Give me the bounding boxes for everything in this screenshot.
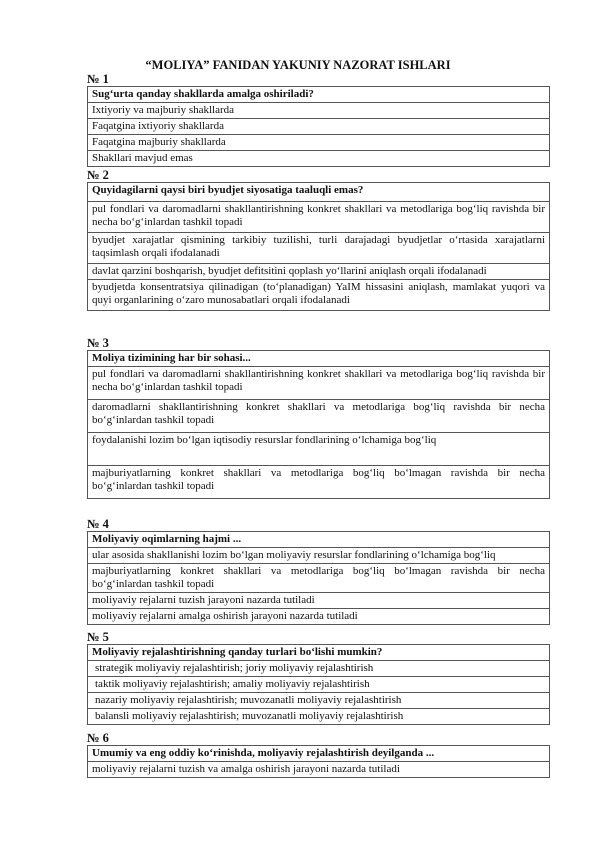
question-number: № 5 xyxy=(87,630,109,644)
answer-option: moliyaviy rejalarni amalga oshirish jarayoni nazarda tutiladi xyxy=(88,609,550,625)
question-number: № 2 xyxy=(87,168,109,182)
answer-option: strategik moliyaviy rejalashtirish; joriy moliyaviy rejalashtirish xyxy=(88,661,550,677)
question-number: № 1 xyxy=(87,72,109,86)
question-text: Umumiy va eng oddiy ko‘rinishda, moliyaviy rejalashtirish deyilganda ... xyxy=(88,746,550,762)
answer-option: majburiyatlarning konkret shakllari va metodlariga bog‘liq bo‘lmagan ravishda bir necha bo‘g‘inlardan tashkil topadi xyxy=(88,564,550,593)
answer-option: majburiyatlarning konkret shakllari va metodlariga bog‘liq bo‘lmagan ravishda bir necha bo‘g‘inlardan tashkil topadi xyxy=(88,466,550,499)
answer-option: foydalanishi lozim bo‘lgan iqtisodiy resurslar fondlarining o‘lchamiga bog‘liq xyxy=(88,433,550,466)
answer-option: Shakllari mavjud emas xyxy=(88,151,550,167)
answer-option: byudjet xarajatlar qismining tarkibiy tuzilishi, turli darajadagi byudjetlar o‘rtasida xarajatlarni taqsimlash orqali ifodalanadi xyxy=(88,233,550,264)
answer-table xyxy=(87,350,550,499)
answer-option: Faqatgina majburiy shakllarda xyxy=(88,135,550,151)
answer-option: davlat qarzini boshqarish, byudjet defitsitini qoplash yo‘llarini aniqlash orqali ifodalanadi xyxy=(88,264,550,280)
question-number: № 6 xyxy=(87,731,109,745)
answer-option: pul fondlari va daromadlarni shakllantirishning konkret shakllari va metodlariga bog‘liq ravishda bir necha bo‘g‘inlardan tashkil topadi xyxy=(88,202,550,233)
question-text: Sug‘urta qanday shakllarda amalga oshiriladi? xyxy=(88,87,550,103)
answer-option: balansli moliyaviy rejalashtirish; muvozanatli moliyaviy rejalashtirish xyxy=(88,709,550,725)
question-text: Quyidagilarni qaysi biri byudjet siyosatiga taaluqli emas? xyxy=(88,183,550,202)
question-number: № 3 xyxy=(87,336,109,350)
question-block-5 xyxy=(87,630,550,725)
answer-table xyxy=(87,644,550,725)
answer-option: moliyaviy rejalarni tuzish jarayoni nazarda tutiladi xyxy=(88,593,550,609)
answer-table xyxy=(87,86,550,167)
answer-option: moliyaviy rejalarni tuzish va amalga oshirish jarayoni nazarda tutiladi xyxy=(88,762,550,778)
answer-option: nazariy moliyaviy rejalashtirish; muvozanatli moliyaviy rejalashtirish xyxy=(88,693,550,709)
question-number: № 4 xyxy=(87,517,109,531)
question-text: Moliyaviy oqimlarning hajmi ... xyxy=(88,532,550,548)
answer-option: ular asosida shakllanishi lozim bo‘lgan moliyaviy resurslar fondlarining o‘lchamiga bog‘liq xyxy=(88,548,550,564)
answer-option: Ixtiyoriy va majburiy shakllarda xyxy=(88,103,550,119)
answer-option: taktik moliyaviy rejalashtirish; amaliy moliyaviy rejalashtirish xyxy=(88,677,550,693)
question-block-6 xyxy=(87,731,550,778)
answer-option: byudjetda konsentratsiya qilinadigan (to‘planadigan) YaIM hissasini aniqlash, mamlakat yuqori va quyi organlarining o‘zaro munosabatlari orqali ifodalanadi xyxy=(88,280,550,311)
question-block-2 xyxy=(87,168,550,311)
answer-table xyxy=(87,182,550,311)
answer-option: pul fondlari va daromadlarni shakllantirishning konkret shakllari va metodlariga bog‘liq ravishda bir necha bo‘g‘inlardan tashkil topadi xyxy=(88,367,550,400)
answer-table xyxy=(87,745,550,778)
question-text: Moliyaviy rejalashtirishning qanday turlari bo‘lishi mumkin? xyxy=(88,645,550,661)
question-block-3 xyxy=(87,336,550,499)
question-block-4 xyxy=(87,517,550,625)
question-text: Moliya tizimining har bir sohasi... xyxy=(88,351,550,367)
page-title: “MOLIYA” FANIDAN YAKUNIY NAZORAT ISHLARI xyxy=(145,58,451,72)
answer-table xyxy=(87,531,550,625)
question-block-1 xyxy=(87,72,550,167)
answer-option: daromadlarni shakllantirishning konkret shakllari va metodlariga bog‘liq ravishda bir necha bo‘g‘inlardan tashkil topadi xyxy=(88,400,550,433)
answer-option: Faqatgina ixtiyoriy shakllarda xyxy=(88,119,550,135)
